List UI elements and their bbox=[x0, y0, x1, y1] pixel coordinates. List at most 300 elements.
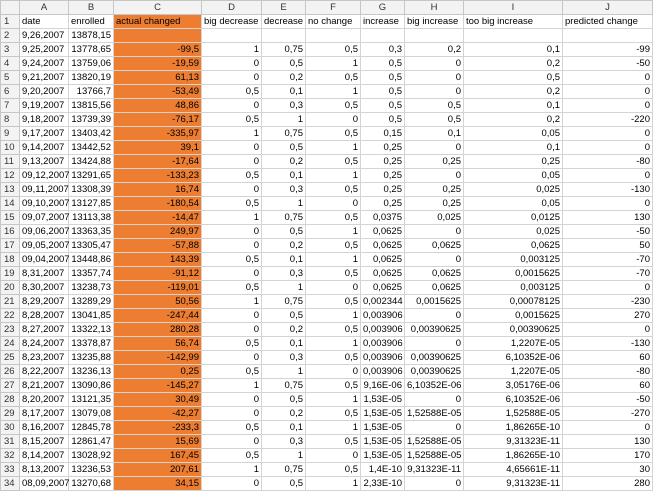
cell-a24[interactable]: 8,24,2007 bbox=[20, 337, 69, 351]
column-header-c[interactable]: C bbox=[114, 1, 202, 15]
column-header-b[interactable]: B bbox=[69, 1, 114, 15]
cell-e34[interactable]: 0,5 bbox=[262, 477, 306, 491]
cell-f17[interactable]: 0,5 bbox=[306, 239, 361, 253]
cell-g7[interactable]: 0,5 bbox=[361, 99, 405, 113]
cell-e7[interactable]: 0,3 bbox=[262, 99, 306, 113]
cell-h5[interactable]: 0 bbox=[405, 71, 464, 85]
row-number[interactable]: 26 bbox=[1, 365, 20, 379]
cell-g21[interactable]: 0,002344 bbox=[361, 295, 405, 309]
cell-c23[interactable]: 280,28 bbox=[114, 323, 202, 337]
cell-h34[interactable]: 0 bbox=[405, 477, 464, 491]
cell-h23[interactable]: 0,00390625 bbox=[405, 323, 464, 337]
cell-j16[interactable]: -50 bbox=[563, 225, 653, 239]
cell-a5[interactable]: 9,21,2007 bbox=[20, 71, 69, 85]
cell-i3[interactable]: 0,1 bbox=[464, 43, 563, 57]
cell-b34[interactable]: 13270,68 bbox=[69, 477, 114, 491]
cell-e23[interactable]: 0,2 bbox=[262, 323, 306, 337]
cell-h2[interactable] bbox=[405, 29, 464, 43]
cell-i15[interactable]: 0,0125 bbox=[464, 211, 563, 225]
cell-i9[interactable]: 0,05 bbox=[464, 127, 563, 141]
cell-g17[interactable]: 0,0625 bbox=[361, 239, 405, 253]
cell-j1[interactable]: predicted change bbox=[563, 15, 653, 29]
cell-a7[interactable]: 9,19,2007 bbox=[20, 99, 69, 113]
cell-i2[interactable] bbox=[464, 29, 563, 43]
cell-c9[interactable]: -335,97 bbox=[114, 127, 202, 141]
cell-a12[interactable]: 09,12,2007 bbox=[20, 169, 69, 183]
cell-j29[interactable]: -270 bbox=[563, 407, 653, 421]
cell-c6[interactable]: -53,49 bbox=[114, 85, 202, 99]
cell-g14[interactable]: 0,25 bbox=[361, 197, 405, 211]
cell-d21[interactable]: 1 bbox=[202, 295, 262, 309]
row-number[interactable]: 31 bbox=[1, 435, 20, 449]
cell-i11[interactable]: 0,25 bbox=[464, 155, 563, 169]
cell-i31[interactable]: 9,31323E-11 bbox=[464, 435, 563, 449]
cell-h22[interactable]: 0 bbox=[405, 309, 464, 323]
cell-j27[interactable]: 60 bbox=[563, 379, 653, 393]
cell-d30[interactable]: 0,5 bbox=[202, 421, 262, 435]
cell-b27[interactable]: 13090,86 bbox=[69, 379, 114, 393]
cell-i1[interactable]: too big increase bbox=[464, 15, 563, 29]
cell-a8[interactable]: 9,18,2007 bbox=[20, 113, 69, 127]
cell-e19[interactable]: 0,3 bbox=[262, 267, 306, 281]
cell-i20[interactable]: 0,003125 bbox=[464, 281, 563, 295]
cell-i25[interactable]: 6,10352E-06 bbox=[464, 351, 563, 365]
column-header-j[interactable]: J bbox=[563, 1, 653, 15]
cell-i18[interactable]: 0,003125 bbox=[464, 253, 563, 267]
cell-e32[interactable]: 1 bbox=[262, 449, 306, 463]
cell-g8[interactable]: 0,5 bbox=[361, 113, 405, 127]
cell-j9[interactable]: 0 bbox=[563, 127, 653, 141]
cell-j24[interactable]: -130 bbox=[563, 337, 653, 351]
cell-a13[interactable]: 09,11,2007 bbox=[20, 183, 69, 197]
cell-a23[interactable]: 8,27,2007 bbox=[20, 323, 69, 337]
row-number[interactable]: 5 bbox=[1, 71, 20, 85]
cell-f30[interactable]: 1 bbox=[306, 421, 361, 435]
cell-f16[interactable]: 1 bbox=[306, 225, 361, 239]
cell-c34[interactable]: 34,15 bbox=[114, 477, 202, 491]
cell-e15[interactable]: 0,75 bbox=[262, 211, 306, 225]
cell-f13[interactable]: 0,5 bbox=[306, 183, 361, 197]
row-number[interactable]: 25 bbox=[1, 351, 20, 365]
row-number[interactable]: 6 bbox=[1, 85, 20, 99]
cell-f6[interactable]: 1 bbox=[306, 85, 361, 99]
cell-d12[interactable]: 0,5 bbox=[202, 169, 262, 183]
cell-i26[interactable]: 1,2207E-05 bbox=[464, 365, 563, 379]
cell-d4[interactable]: 0 bbox=[202, 57, 262, 71]
cell-j7[interactable]: 0 bbox=[563, 99, 653, 113]
cell-d28[interactable]: 0 bbox=[202, 393, 262, 407]
cell-j12[interactable]: 0 bbox=[563, 169, 653, 183]
cell-c8[interactable]: -76,17 bbox=[114, 113, 202, 127]
cell-d17[interactable]: 0 bbox=[202, 239, 262, 253]
cell-j3[interactable]: -99 bbox=[563, 43, 653, 57]
cell-j17[interactable]: 50 bbox=[563, 239, 653, 253]
cell-a21[interactable]: 8,29,2007 bbox=[20, 295, 69, 309]
cell-e4[interactable]: 0,5 bbox=[262, 57, 306, 71]
cell-h29[interactable]: 1,52588E-05 bbox=[405, 407, 464, 421]
cell-f27[interactable]: 0,5 bbox=[306, 379, 361, 393]
cell-h1[interactable]: big increase bbox=[405, 15, 464, 29]
cell-i6[interactable]: 0,2 bbox=[464, 85, 563, 99]
cell-h33[interactable]: 9,31323E-11 bbox=[405, 463, 464, 477]
cell-i34[interactable]: 9,31323E-11 bbox=[464, 477, 563, 491]
cell-f34[interactable]: 1 bbox=[306, 477, 361, 491]
cell-i10[interactable]: 0,1 bbox=[464, 141, 563, 155]
cell-g34[interactable]: 2,33E-10 bbox=[361, 477, 405, 491]
cell-d13[interactable]: 0 bbox=[202, 183, 262, 197]
cell-f19[interactable]: 0,5 bbox=[306, 267, 361, 281]
cell-d2[interactable] bbox=[202, 29, 262, 43]
cell-e28[interactable]: 0,5 bbox=[262, 393, 306, 407]
cell-h25[interactable]: 0,00390625 bbox=[405, 351, 464, 365]
cell-d16[interactable]: 0 bbox=[202, 225, 262, 239]
row-number[interactable]: 16 bbox=[1, 225, 20, 239]
cell-f8[interactable]: 0 bbox=[306, 113, 361, 127]
cell-g3[interactable]: 0,3 bbox=[361, 43, 405, 57]
row-number[interactable]: 13 bbox=[1, 183, 20, 197]
cell-h18[interactable]: 0 bbox=[405, 253, 464, 267]
cell-e31[interactable]: 0,3 bbox=[262, 435, 306, 449]
cell-d6[interactable]: 0,5 bbox=[202, 85, 262, 99]
row-number[interactable]: 29 bbox=[1, 407, 20, 421]
row-number[interactable]: 24 bbox=[1, 337, 20, 351]
row-number[interactable]: 19 bbox=[1, 267, 20, 281]
cell-i5[interactable]: 0,5 bbox=[464, 71, 563, 85]
column-header-g[interactable]: G bbox=[361, 1, 405, 15]
cell-b33[interactable]: 13236,53 bbox=[69, 463, 114, 477]
cell-b24[interactable]: 13378,87 bbox=[69, 337, 114, 351]
cell-d23[interactable]: 0 bbox=[202, 323, 262, 337]
cell-j20[interactable]: 0 bbox=[563, 281, 653, 295]
cell-g29[interactable]: 1,53E-05 bbox=[361, 407, 405, 421]
cell-g22[interactable]: 0,003906 bbox=[361, 309, 405, 323]
cell-h10[interactable]: 0 bbox=[405, 141, 464, 155]
cell-e18[interactable]: 0,1 bbox=[262, 253, 306, 267]
cell-a14[interactable]: 09,10,2007 bbox=[20, 197, 69, 211]
cell-f5[interactable]: 0,5 bbox=[306, 71, 361, 85]
cell-a32[interactable]: 8,14,2007 bbox=[20, 449, 69, 463]
cell-h7[interactable]: 0,5 bbox=[405, 99, 464, 113]
row-number[interactable]: 34 bbox=[1, 477, 20, 491]
cell-h17[interactable]: 0,0625 bbox=[405, 239, 464, 253]
cell-g15[interactable]: 0,0375 bbox=[361, 211, 405, 225]
cell-c31[interactable]: 15,69 bbox=[114, 435, 202, 449]
cell-b11[interactable]: 13424,88 bbox=[69, 155, 114, 169]
cell-c29[interactable]: -42,27 bbox=[114, 407, 202, 421]
cell-a2[interactable]: 9,26,2007 bbox=[20, 29, 69, 43]
cell-b3[interactable]: 13778,65 bbox=[69, 43, 114, 57]
cell-a30[interactable]: 8,16,2007 bbox=[20, 421, 69, 435]
cell-g1[interactable]: increase bbox=[361, 15, 405, 29]
cell-d29[interactable]: 0 bbox=[202, 407, 262, 421]
cell-b12[interactable]: 13291,65 bbox=[69, 169, 114, 183]
cell-h6[interactable]: 0 bbox=[405, 85, 464, 99]
cell-f4[interactable]: 1 bbox=[306, 57, 361, 71]
cell-b26[interactable]: 13236,13 bbox=[69, 365, 114, 379]
cell-b16[interactable]: 13363,35 bbox=[69, 225, 114, 239]
cell-j28[interactable]: -50 bbox=[563, 393, 653, 407]
cell-b15[interactable]: 13113,38 bbox=[69, 211, 114, 225]
cell-a18[interactable]: 09,04,2007 bbox=[20, 253, 69, 267]
row-number[interactable]: 1 bbox=[1, 15, 20, 29]
cell-e21[interactable]: 0,75 bbox=[262, 295, 306, 309]
row-number[interactable]: 30 bbox=[1, 421, 20, 435]
cell-c13[interactable]: 16,74 bbox=[114, 183, 202, 197]
cell-g11[interactable]: 0,25 bbox=[361, 155, 405, 169]
cell-h4[interactable]: 0 bbox=[405, 57, 464, 71]
cell-i14[interactable]: 0,05 bbox=[464, 197, 563, 211]
cell-j19[interactable]: -70 bbox=[563, 267, 653, 281]
select-all-corner[interactable] bbox=[1, 1, 20, 15]
cell-c32[interactable]: 167,45 bbox=[114, 449, 202, 463]
cell-g32[interactable]: 1,53E-05 bbox=[361, 449, 405, 463]
cell-j25[interactable]: 60 bbox=[563, 351, 653, 365]
cell-c16[interactable]: 249,97 bbox=[114, 225, 202, 239]
cell-f22[interactable]: 1 bbox=[306, 309, 361, 323]
cell-i23[interactable]: 0,00390625 bbox=[464, 323, 563, 337]
cell-c15[interactable]: -14,47 bbox=[114, 211, 202, 225]
cell-b29[interactable]: 13079,08 bbox=[69, 407, 114, 421]
cell-c5[interactable]: 61,13 bbox=[114, 71, 202, 85]
cell-b14[interactable]: 13127,85 bbox=[69, 197, 114, 211]
cell-i28[interactable]: 6,10352E-06 bbox=[464, 393, 563, 407]
cell-f9[interactable]: 0,5 bbox=[306, 127, 361, 141]
cell-g10[interactable]: 0,25 bbox=[361, 141, 405, 155]
cell-j33[interactable]: 30 bbox=[563, 463, 653, 477]
cell-d9[interactable]: 1 bbox=[202, 127, 262, 141]
cell-b20[interactable]: 13238,73 bbox=[69, 281, 114, 295]
cell-f26[interactable]: 0 bbox=[306, 365, 361, 379]
cell-c10[interactable]: 39,1 bbox=[114, 141, 202, 155]
cell-f3[interactable]: 0,5 bbox=[306, 43, 361, 57]
cell-c7[interactable]: 48,86 bbox=[114, 99, 202, 113]
cell-j14[interactable]: 0 bbox=[563, 197, 653, 211]
cell-i13[interactable]: 0,025 bbox=[464, 183, 563, 197]
cell-c25[interactable]: -142,99 bbox=[114, 351, 202, 365]
cell-d8[interactable]: 0,5 bbox=[202, 113, 262, 127]
cell-g26[interactable]: 0,003906 bbox=[361, 365, 405, 379]
row-number[interactable]: 15 bbox=[1, 211, 20, 225]
cell-c26[interactable]: 0,25 bbox=[114, 365, 202, 379]
cell-e33[interactable]: 0,75 bbox=[262, 463, 306, 477]
cell-b28[interactable]: 13121,35 bbox=[69, 393, 114, 407]
cell-j18[interactable]: -70 bbox=[563, 253, 653, 267]
cell-c3[interactable]: -99,5 bbox=[114, 43, 202, 57]
cell-e27[interactable]: 0,75 bbox=[262, 379, 306, 393]
cell-j32[interactable]: 170 bbox=[563, 449, 653, 463]
row-number[interactable]: 9 bbox=[1, 127, 20, 141]
cell-a25[interactable]: 8,23,2007 bbox=[20, 351, 69, 365]
cell-d10[interactable]: 0 bbox=[202, 141, 262, 155]
cell-b30[interactable]: 12845,78 bbox=[69, 421, 114, 435]
cell-i19[interactable]: 0,0015625 bbox=[464, 267, 563, 281]
row-number[interactable]: 8 bbox=[1, 113, 20, 127]
cell-h24[interactable]: 0 bbox=[405, 337, 464, 351]
cell-e16[interactable]: 0,5 bbox=[262, 225, 306, 239]
cell-d18[interactable]: 0,5 bbox=[202, 253, 262, 267]
cell-h3[interactable]: 0,2 bbox=[405, 43, 464, 57]
cell-e11[interactable]: 0,2 bbox=[262, 155, 306, 169]
cell-f11[interactable]: 0,5 bbox=[306, 155, 361, 169]
cell-j8[interactable]: -220 bbox=[563, 113, 653, 127]
cell-b9[interactable]: 13403,42 bbox=[69, 127, 114, 141]
cell-f31[interactable]: 0,5 bbox=[306, 435, 361, 449]
cell-c17[interactable]: -57,88 bbox=[114, 239, 202, 253]
cell-f10[interactable]: 1 bbox=[306, 141, 361, 155]
cell-e26[interactable]: 1 bbox=[262, 365, 306, 379]
cell-j6[interactable]: 0 bbox=[563, 85, 653, 99]
cell-g20[interactable]: 0,0625 bbox=[361, 281, 405, 295]
cell-g31[interactable]: 1,53E-05 bbox=[361, 435, 405, 449]
cell-b10[interactable]: 13442,52 bbox=[69, 141, 114, 155]
cell-b13[interactable]: 13308,39 bbox=[69, 183, 114, 197]
cell-g27[interactable]: 9,16E-06 bbox=[361, 379, 405, 393]
row-number[interactable]: 4 bbox=[1, 57, 20, 71]
row-number[interactable]: 18 bbox=[1, 253, 20, 267]
row-number[interactable]: 28 bbox=[1, 393, 20, 407]
cell-c22[interactable]: -247,44 bbox=[114, 309, 202, 323]
cell-i22[interactable]: 0,0015625 bbox=[464, 309, 563, 323]
cell-f2[interactable] bbox=[306, 29, 361, 43]
cell-d22[interactable]: 0 bbox=[202, 309, 262, 323]
cell-h13[interactable]: 0,25 bbox=[405, 183, 464, 197]
row-number[interactable]: 12 bbox=[1, 169, 20, 183]
cell-f25[interactable]: 0,5 bbox=[306, 351, 361, 365]
cell-b19[interactable]: 13357,74 bbox=[69, 267, 114, 281]
cell-g18[interactable]: 0,0625 bbox=[361, 253, 405, 267]
cell-a27[interactable]: 8,21,2007 bbox=[20, 379, 69, 393]
cell-c12[interactable]: -133,23 bbox=[114, 169, 202, 183]
cell-j13[interactable]: -130 bbox=[563, 183, 653, 197]
cell-e29[interactable]: 0,2 bbox=[262, 407, 306, 421]
cell-e22[interactable]: 0,5 bbox=[262, 309, 306, 323]
cell-g5[interactable]: 0,5 bbox=[361, 71, 405, 85]
cell-h31[interactable]: 1,52588E-05 bbox=[405, 435, 464, 449]
cell-j4[interactable]: -50 bbox=[563, 57, 653, 71]
cell-a9[interactable]: 9,17,2007 bbox=[20, 127, 69, 141]
cell-g9[interactable]: 0,15 bbox=[361, 127, 405, 141]
cell-e9[interactable]: 0,75 bbox=[262, 127, 306, 141]
column-header-i[interactable]: I bbox=[464, 1, 563, 15]
cell-j5[interactable]: 0 bbox=[563, 71, 653, 85]
cell-d24[interactable]: 0,5 bbox=[202, 337, 262, 351]
row-number[interactable]: 20 bbox=[1, 281, 20, 295]
cell-d19[interactable]: 0 bbox=[202, 267, 262, 281]
column-header-e[interactable]: E bbox=[262, 1, 306, 15]
row-number[interactable]: 3 bbox=[1, 43, 20, 57]
cell-h16[interactable]: 0 bbox=[405, 225, 464, 239]
cell-d3[interactable]: 1 bbox=[202, 43, 262, 57]
cell-i24[interactable]: 1,2207E-05 bbox=[464, 337, 563, 351]
cell-a31[interactable]: 8,15,2007 bbox=[20, 435, 69, 449]
cell-f7[interactable]: 0,5 bbox=[306, 99, 361, 113]
cell-a3[interactable]: 9,25,2007 bbox=[20, 43, 69, 57]
cell-e1[interactable]: decrease bbox=[262, 15, 306, 29]
cell-f15[interactable]: 0,5 bbox=[306, 211, 361, 225]
cell-h27[interactable]: 6,10352E-06 bbox=[405, 379, 464, 393]
cell-i4[interactable]: 0,2 bbox=[464, 57, 563, 71]
row-number[interactable]: 33 bbox=[1, 463, 20, 477]
row-number[interactable]: 11 bbox=[1, 155, 20, 169]
cell-f14[interactable]: 0 bbox=[306, 197, 361, 211]
cell-b22[interactable]: 13041,85 bbox=[69, 309, 114, 323]
cell-e6[interactable]: 0,1 bbox=[262, 85, 306, 99]
cell-d26[interactable]: 0,5 bbox=[202, 365, 262, 379]
cell-e8[interactable]: 1 bbox=[262, 113, 306, 127]
cell-f12[interactable]: 1 bbox=[306, 169, 361, 183]
cell-e5[interactable]: 0,2 bbox=[262, 71, 306, 85]
row-number[interactable]: 22 bbox=[1, 309, 20, 323]
cell-d15[interactable]: 1 bbox=[202, 211, 262, 225]
cell-h12[interactable]: 0 bbox=[405, 169, 464, 183]
cell-b5[interactable]: 13820,19 bbox=[69, 71, 114, 85]
cell-e10[interactable]: 0,5 bbox=[262, 141, 306, 155]
cell-b8[interactable]: 13739,39 bbox=[69, 113, 114, 127]
row-number[interactable]: 2 bbox=[1, 29, 20, 43]
cell-f18[interactable]: 1 bbox=[306, 253, 361, 267]
row-number[interactable]: 14 bbox=[1, 197, 20, 211]
cell-b1[interactable]: enrolled bbox=[69, 15, 114, 29]
cell-i32[interactable]: 1,86265E-10 bbox=[464, 449, 563, 463]
cell-a11[interactable]: 9,13,2007 bbox=[20, 155, 69, 169]
cell-c27[interactable]: -145,27 bbox=[114, 379, 202, 393]
cell-h26[interactable]: 0,00390625 bbox=[405, 365, 464, 379]
row-number[interactable]: 27 bbox=[1, 379, 20, 393]
column-header-h[interactable]: H bbox=[405, 1, 464, 15]
cell-g19[interactable]: 0,0625 bbox=[361, 267, 405, 281]
cell-c18[interactable]: 143,39 bbox=[114, 253, 202, 267]
cell-d31[interactable]: 0 bbox=[202, 435, 262, 449]
cell-e20[interactable]: 1 bbox=[262, 281, 306, 295]
cell-e14[interactable]: 1 bbox=[262, 197, 306, 211]
cell-e13[interactable]: 0,3 bbox=[262, 183, 306, 197]
cell-a29[interactable]: 8,17,2007 bbox=[20, 407, 69, 421]
cell-h20[interactable]: 0,0625 bbox=[405, 281, 464, 295]
cell-a28[interactable]: 8,20,2007 bbox=[20, 393, 69, 407]
cell-c11[interactable]: -17,64 bbox=[114, 155, 202, 169]
cell-c14[interactable]: -180,54 bbox=[114, 197, 202, 211]
cell-b7[interactable]: 13815,56 bbox=[69, 99, 114, 113]
cell-d25[interactable]: 0 bbox=[202, 351, 262, 365]
cell-i12[interactable]: 0,05 bbox=[464, 169, 563, 183]
cell-e30[interactable]: 0,1 bbox=[262, 421, 306, 435]
cell-d1[interactable]: big decrease bbox=[202, 15, 262, 29]
cell-g6[interactable]: 0,5 bbox=[361, 85, 405, 99]
cell-d33[interactable]: 1 bbox=[202, 463, 262, 477]
cell-h30[interactable]: 0 bbox=[405, 421, 464, 435]
cell-g13[interactable]: 0,25 bbox=[361, 183, 405, 197]
cell-g23[interactable]: 0,003906 bbox=[361, 323, 405, 337]
cell-b6[interactable]: 13766,7 bbox=[69, 85, 114, 99]
cell-g16[interactable]: 0,0625 bbox=[361, 225, 405, 239]
cell-j30[interactable]: 0 bbox=[563, 421, 653, 435]
cell-j10[interactable]: 0 bbox=[563, 141, 653, 155]
cell-e24[interactable]: 0,1 bbox=[262, 337, 306, 351]
cell-d7[interactable]: 0 bbox=[202, 99, 262, 113]
cell-d20[interactable]: 0,5 bbox=[202, 281, 262, 295]
cell-b21[interactable]: 13289,29 bbox=[69, 295, 114, 309]
cell-b4[interactable]: 13759,06 bbox=[69, 57, 114, 71]
cell-a34[interactable]: 08,09,2007 bbox=[20, 477, 69, 491]
cell-h11[interactable]: 0,25 bbox=[405, 155, 464, 169]
cell-e3[interactable]: 0,75 bbox=[262, 43, 306, 57]
cell-c30[interactable]: -233,3 bbox=[114, 421, 202, 435]
cell-d27[interactable]: 1 bbox=[202, 379, 262, 393]
cell-c33[interactable]: 207,61 bbox=[114, 463, 202, 477]
cell-j23[interactable]: 0 bbox=[563, 323, 653, 337]
cell-a17[interactable]: 09,05,2007 bbox=[20, 239, 69, 253]
cell-j34[interactable]: 280 bbox=[563, 477, 653, 491]
